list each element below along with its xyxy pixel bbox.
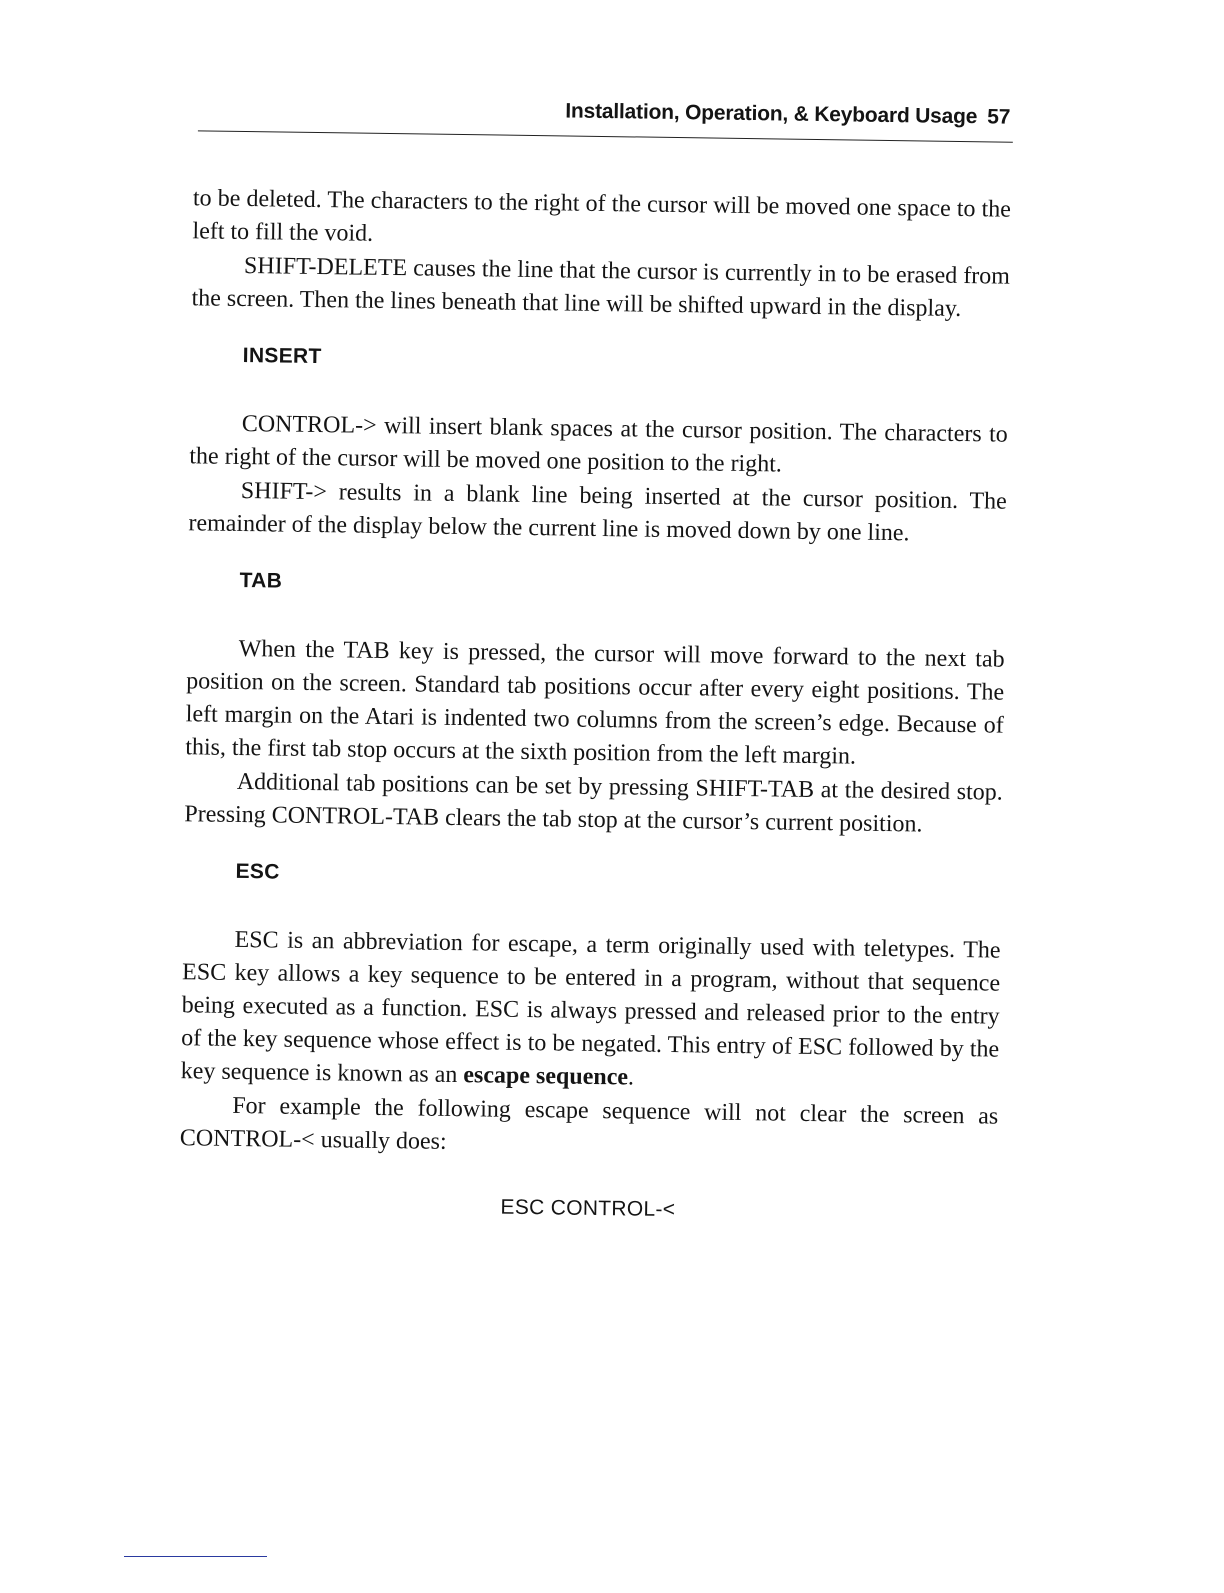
insert-paragraph-2: SHIFT-> results in a blank line being inserted at the cursor position. The remainder of the display below the current line is moved down by one line. xyxy=(188,477,1007,547)
chapter-title: Installation, Operation, & Keyboard Usage xyxy=(565,99,978,129)
page-body xyxy=(179,182,1011,1226)
esc-paragraph-2: For example the following escape sequence will not clear the screen as CONTROL-< usually does: xyxy=(179,1092,999,1155)
esc-paragraph-1-end: . xyxy=(627,1064,635,1091)
escape-sequence-term: escape sequence xyxy=(463,1062,629,1091)
example-key-sequence: ESC CONTROL-< xyxy=(500,1195,676,1222)
insert-heading: INSERT xyxy=(242,343,322,369)
esc-heading: ESC xyxy=(235,859,280,884)
running-head-text xyxy=(565,99,1010,129)
footer-rule xyxy=(124,1556,267,1557)
esc-paragraph-1-text: ESC is an abbreviation for escape, a term originally used with teletypes. The ESC key allows a key sequence to be entered in a program, without that sequence being executed as a function. ESC is always pressed and released prior to the entry of the key sequence whose effect is to be negated. This entry of ESC followed by the key sequence is known as an xyxy=(180,926,1001,1089)
tab-paragraph-1: When the TAB key is pressed, the cursor will move forward to the next tab position on the screen. Standard tab positions occur after every eight positions. The left margin on the Atari is indented two columns from the screen’s edge. Because of this, the first tab stop occurs at the sixth position from the left margin. xyxy=(185,635,1005,770)
shift-delete-paragraph: SHIFT-DELETE causes the line that the cursor is currently in to be erased from the screen. Then the lines beneath that line will be shifted upward in the display. xyxy=(191,252,1011,323)
intro-paragraph-continuation: to be deleted. The characters to the right of the cursor will be moved one space to the left to fill the void. xyxy=(192,185,1012,247)
esc-paragraph-1 xyxy=(181,923,1001,1099)
tab-heading: TAB xyxy=(239,568,283,593)
page-number: 57 xyxy=(987,105,1011,129)
insert-paragraph-1: CONTROL-> will insert blank spaces at the cursor position. The characters to the right of the cursor will be moved one position to the right. xyxy=(189,410,1008,478)
tab-paragraph-2: Additional tab positions can be set by pressing SHIFT-TAB at the desired stop. Pressing CONTROL-TAB clears the tab stop at the cursor’s current position. xyxy=(184,768,1003,838)
running-head xyxy=(198,90,1013,142)
